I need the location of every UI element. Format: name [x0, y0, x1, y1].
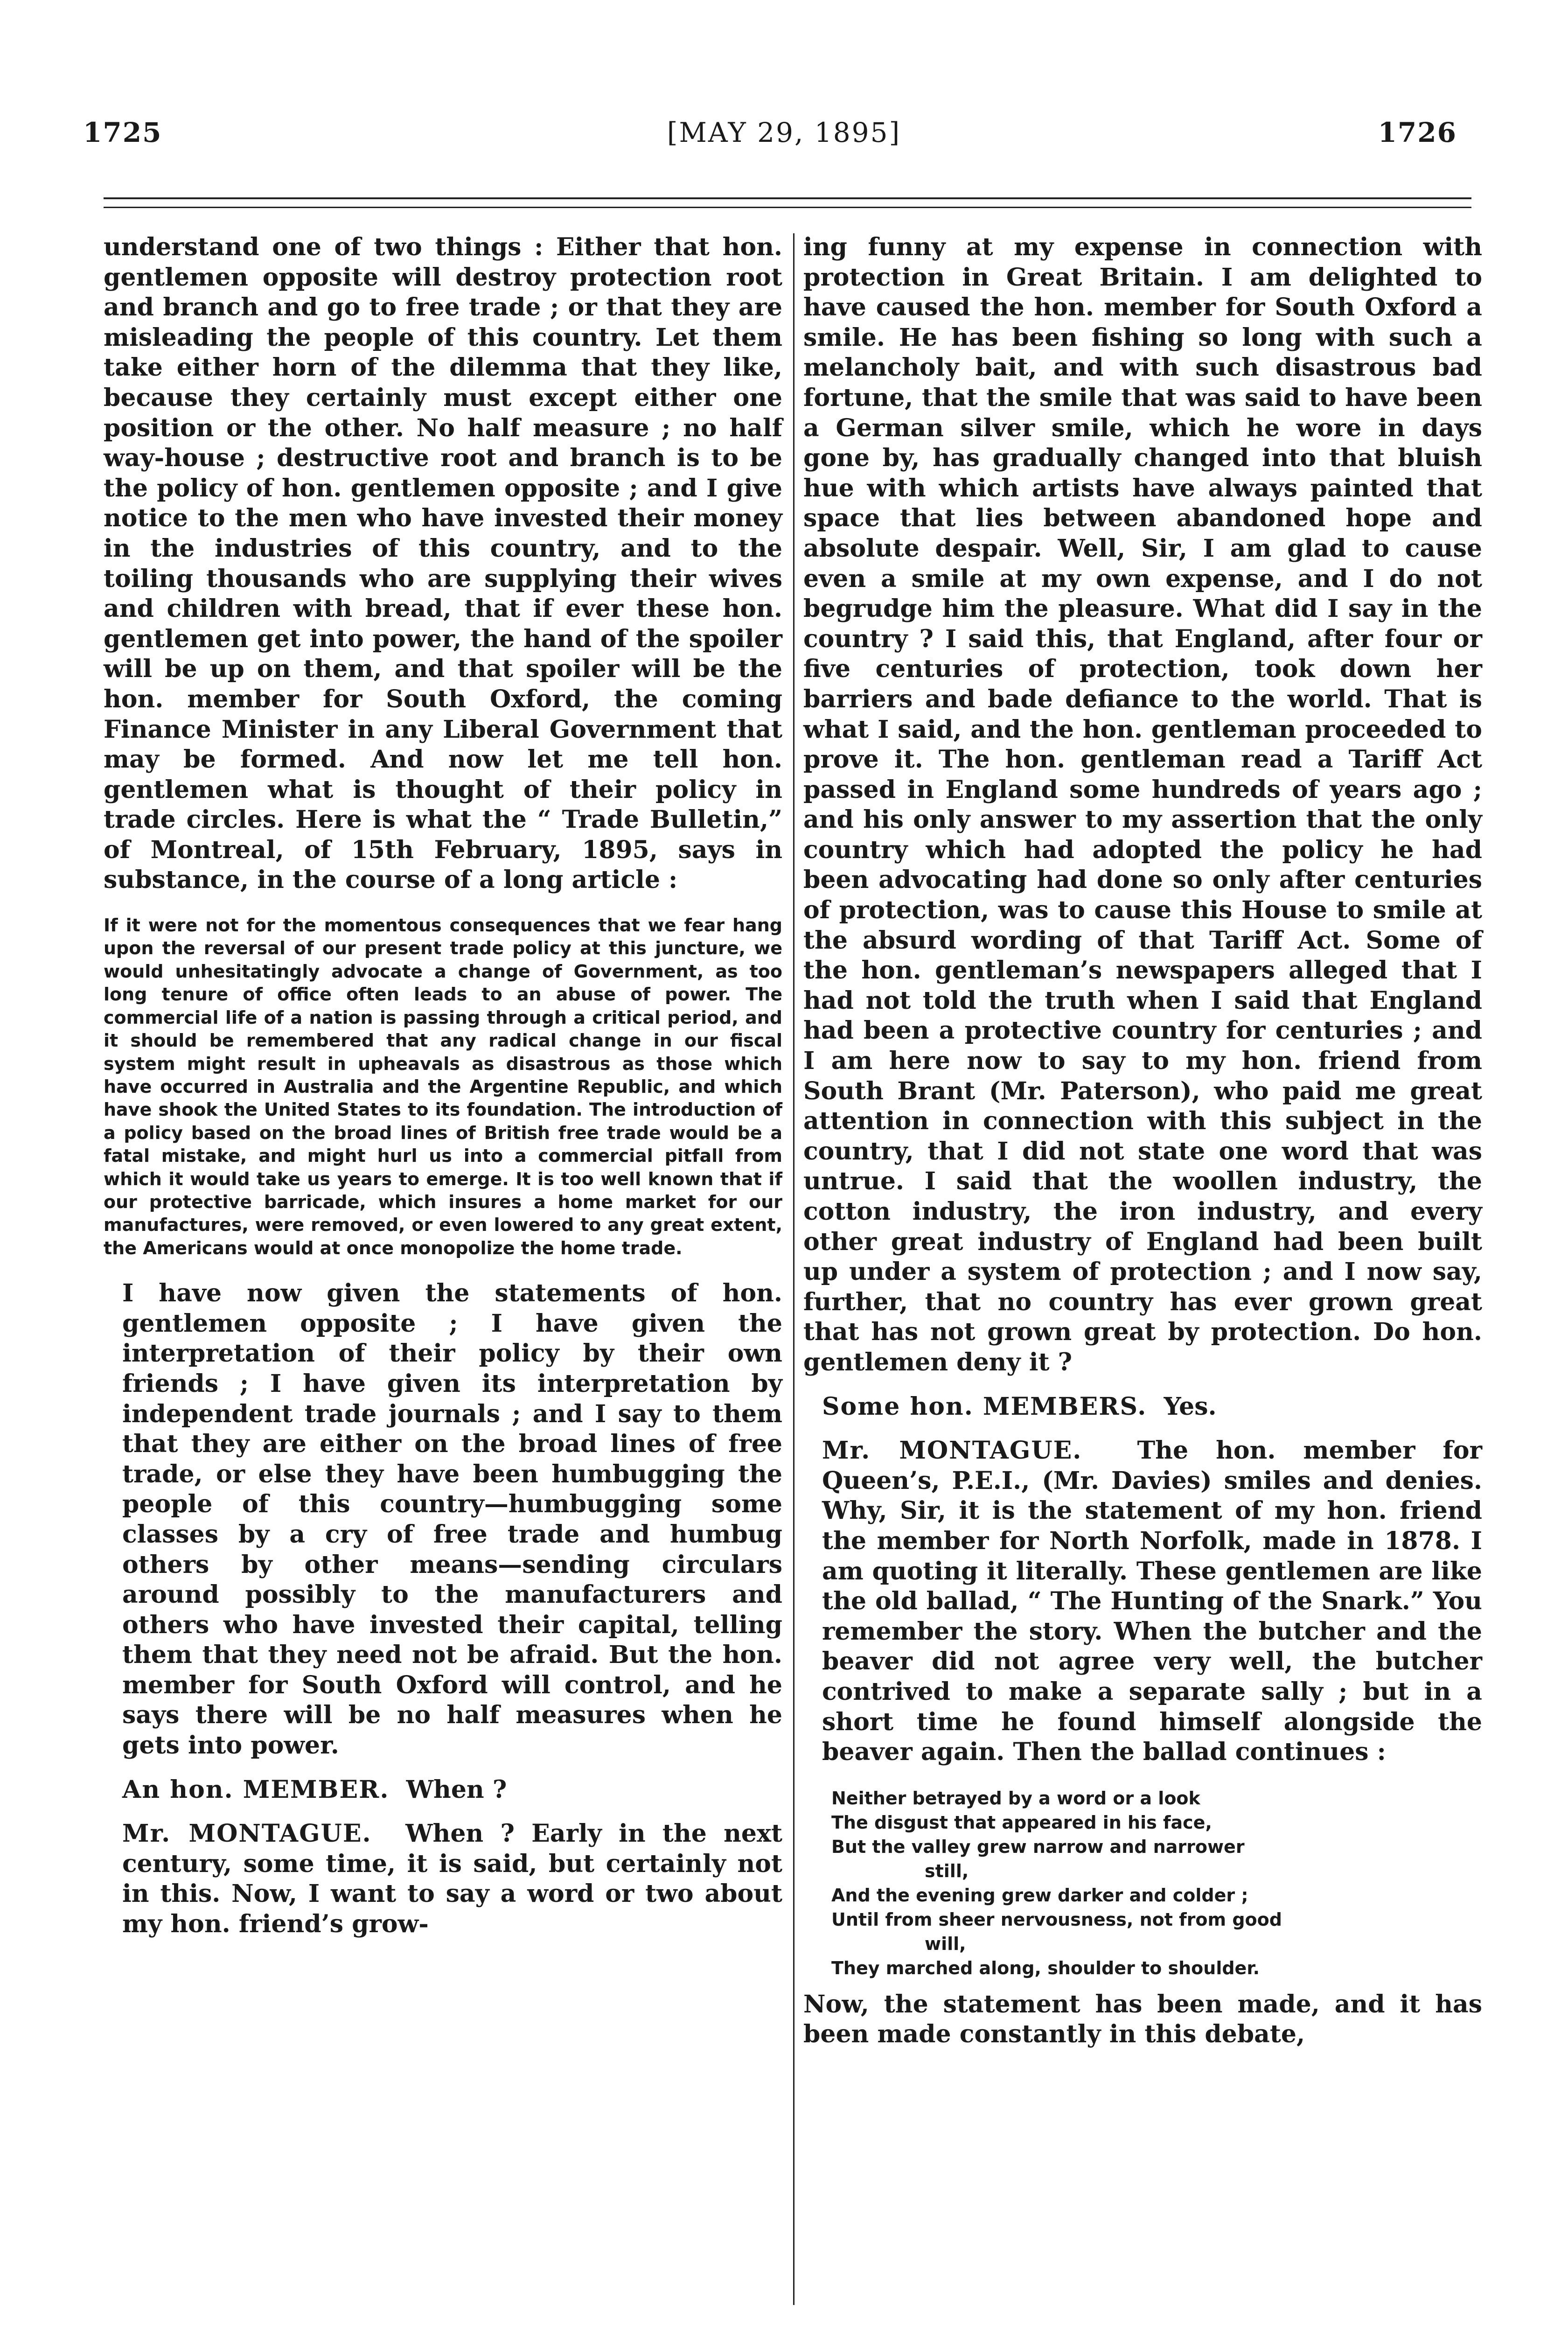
paragraph: understand one of two things : Either that hon. gentlemen opposite will destroy protection root and branch and go to free trade ; or that they are misleading the people of this country. Let them take either horn of the dilemma that they like, because they certainly must except either one position or the other. No half measure ; no half way-house ; destructive root and branch is to be the policy of hon. gentlemen opposite ; and I give notice to the men who have invested their money in the industries of this country, and to the toiling thousands who are supplying their wives and children with bread, that if ever these hon. gentlemen get into power, the hand of the spoiler will be up on them, and that spoiler will be the hon. member for South Oxford, the coming Finance Minister in any Liberal Government that may be formed. And now let me tell hon. gentlemen what is thought of their policy in trade circles. Here is what the “ Trade Bulletin,” of Montreal, of 15th February, 1895, says in substance, in the course of a long article : — [104, 233, 782, 894]
block-quote-trade-bulletin: If it were not for the momentous consequences that we fear hang upon the reversal of our present trade policy at this juncture, we would unhesitatingly advocate a change of Government, as too long tenure of office often leads to an abuse of power. The commercial life of a nation is passing through a critical period, and it should be remembered that any radical change in our fiscal system might result in upheavals as disastrous as those which have occurred in Australia and the Argentine Republic, and which have shook the United States to its foundation. The introduction of a policy based on the broad lines of British free trade would be a fatal mistake, and might hurl us into a commercial pitfall from which it would take us years to emerge. It is too well known that if our protective barricade, which insures a home market for our manufactures, were removed, or even lowered to any great extent, the Americans would at once monopolize the home trade. — [104, 915, 782, 1258]
interjection — [104, 1775, 782, 1805]
paragraph: Now, the statement has been made, and it has been made constantly in this debate, — [803, 1990, 1482, 2049]
speech — [803, 1436, 1482, 1767]
left-column — [104, 232, 782, 1940]
right-column — [803, 232, 1482, 2050]
header-rule-top — [104, 197, 1471, 199]
verse-line: Until from sheer nervousness, not from good — [831, 1909, 1282, 1930]
interjection — [803, 1392, 1482, 1422]
verse-line: will, — [925, 1933, 966, 1954]
left-page-number: 1725 — [83, 117, 162, 148]
header-date: [MAY 29, 1895] — [667, 117, 901, 148]
speech-text: When ? Early in the next century, some time, it is said, but certainly not in this. Now, I want to say a word or two about my hon. friend’s grow- — [122, 1819, 782, 1939]
speech-text: Yes. — [1164, 1392, 1217, 1421]
speaker-name: Some hon. MEMBERS. — [822, 1392, 1147, 1421]
paragraph: ing funny at my expense in connection with protection in Great Britain. I am delighted to have caused the hon. member for South Oxford a smile. He has been fishing so long with such a melancholy bait, and with such disastrous bad fortune, that the smile that was said to have been a German silver smile, which he wore in days gone by, has gradually changed into that bluish hue with which artists have always painted that space that lies between abandoned hope and absolute despair. Well, Sir, I am glad to cause even a smile at my own expense, and I do not begrudge him the pleasure. What did I say in the country ? I said this, that England, after four or five centuries of protection, took down her barriers and bade defiance to the world. That is what I said, and the hon. gentleman proceeded to prove it. The hon. gentleman read a Tariff Act passed in England some hundreds of years ago ; and his only answer to my assertion that the only country which had adopted the policy he had been advocating had done so only after centuries of protection, was to cause this House to smile at the absurd wording of that Tariff Act. Some of the hon. gentleman’s newspapers alleged that I had not told the truth when I said that England had been a protective country for centuries ; and I am here now to say to my hon. friend from South Brant (Mr. Paterson), who paid me great attention in connection with this subject in the country, that I did not state one word that was untrue. I said that the woollen industry, the cotton industry, the iron industry, and every other great industry of England had been built up under a system of protection ; and I now say, further, that no country has ever grown great that has not grown great by protection. Do hon. gentlemen deny it ? — [803, 233, 1482, 1376]
ballad-verse — [831, 1786, 1482, 1980]
verse-line: And the evening grew darker and colder ; — [831, 1885, 1248, 1906]
speech-text: When ? — [406, 1775, 507, 1804]
speaker-name: Mr. MONTAGUE. — [122, 1819, 372, 1848]
verse-line: Neither betrayed by a word or a look — [831, 1788, 1200, 1809]
verse-line: They marched along, shoulder to shoulder. — [831, 1957, 1260, 1978]
header-rule-bottom — [104, 207, 1471, 208]
speaker-name: Mr. MONTAGUE. — [822, 1436, 1082, 1465]
column-divider — [793, 233, 794, 2305]
right-page-number: 1726 — [1378, 117, 1457, 148]
paragraph: I have now given the statements of hon. gentlemen opposite ; I have given the interpretation of their policy by their own friends ; I have given its interpretation by independent trade journals ; and I say to them that they are either on the broad lines of free trade, or else they have been humbugging the people of this country—humbugging some classes by a cry of free trade and humbug others by other means—sending circulars around possibly to the manufacturers and others who have invested their capital, telling them that they need not be afraid. But the hon. member for South Oxford will control, and he says there will be no half measures when he gets into power. — [122, 1279, 782, 1760]
speech — [104, 1819, 782, 1939]
verse-line: The disgust that appeared in his face, — [831, 1812, 1212, 1833]
verse-line: still, — [925, 1860, 969, 1881]
speech-text: The hon. member for Queen’s, P.E.I., (Mr. Davies) smiles and denies. Why, Sir, it is the statement of my hon. friend the member for North Norfolk, made in 1878. I am quoting it literally. These gentlemen are like the old ballad, “ The Hunting of the Snark.” You remember the story. When the butcher and the beaver did not agree very well, the butcher contrived to make a separate sally ; but in a short time he found himself alongside the beaver again. Then the ballad continues : — [822, 1436, 1482, 1767]
page-header — [0, 117, 1568, 154]
verse-line: But the valley grew narrow and narrower — [831, 1836, 1245, 1857]
speaker-name: An hon. MEMBER. — [122, 1775, 390, 1804]
